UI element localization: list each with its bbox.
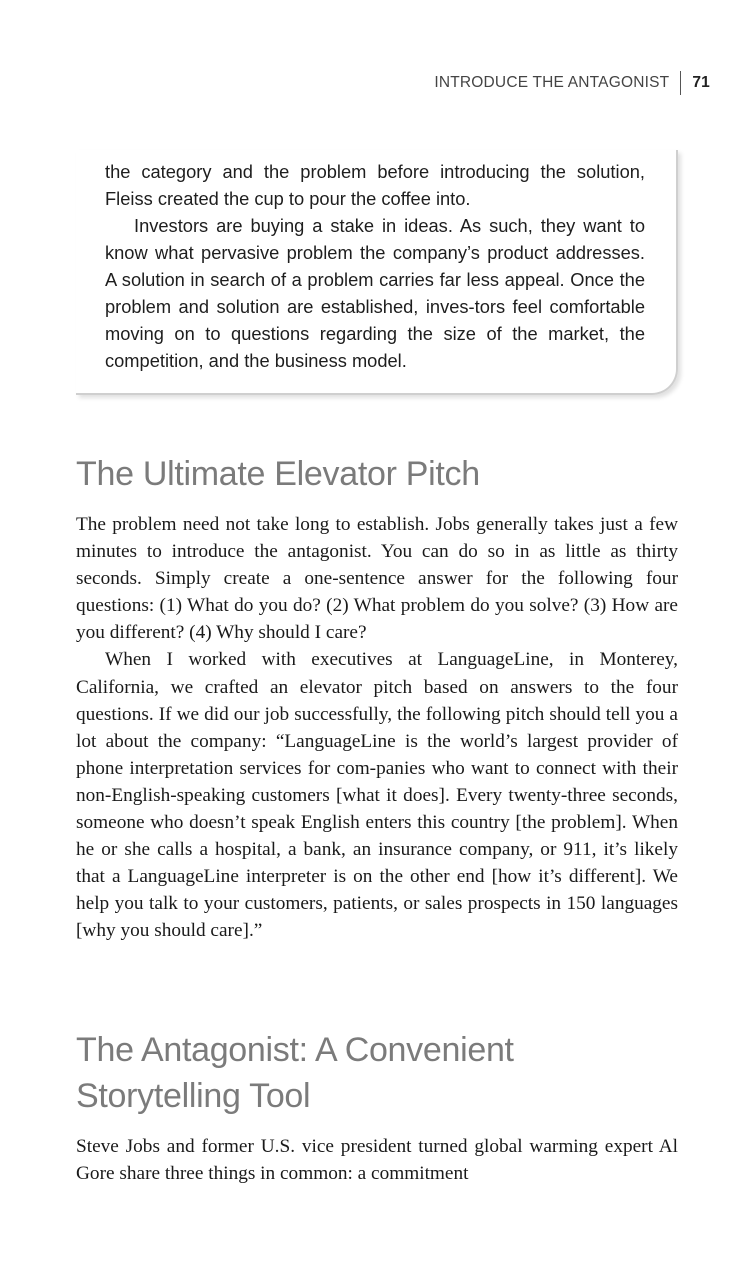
body-paragraph: When I worked with executives at LanguageLine, in Monterey, California, we crafted an elevator pitch based on answers to the four questions. If we did our job successfully, the following pitch should tell you a lot about the company: “LanguageLine is the world’s largest provider of phone interpretation services for com-panies who want to connect with their non-English-speaking customers [what it does]. Every twenty-three seconds, someone who doesn’t speak English enters this country [the problem]. When he or she calls a hospital, a bank, an insurance company, or 911, it’s likely that a LanguageLine interpreter is on the other end [how it’s different]. We help you talk to your customers, patients, or sales prospects in 150 languages [why you should care].”	[76, 649, 678, 942]
page-number: 71	[692, 74, 710, 91]
body-paragraph: The problem need not take long to establish. Jobs generally takes just a few minutes to introduce the antagonist. You can do so in as little as thirty seconds. Simply create a one-sentence answer for the following four questions: (1) What do you do? (2) What problem do you solve? (3) How are you different? (4) Why should I care?	[76, 514, 678, 644]
running-head-chapter-title: INTRODUCE THE ANTAGONIST	[434, 71, 681, 95]
section-body-antagonist	[76, 1133, 678, 1187]
section-heading-ultimate-elevator-pitch: The Ultimate Elevator Pitch	[76, 455, 480, 493]
section-body-elevator-pitch	[76, 511, 678, 945]
section-heading-antagonist-storytelling-tool: The Antagonist: A Convenient Storytelling Tool	[76, 1031, 514, 1115]
sidebar-paragraph: the category and the problem before introducing the solution, Fleiss created the cup to pour the coffee into.	[105, 161, 645, 209]
sidebar-paragraph: Investors are buying a stake in ideas. As such, they want to know what pervasive problem the company’s product addresses. A solution in search of a problem carries far less appeal. Once the problem and solution are established, inves-tors feel comfortable moving on to questions regarding the size of the market, the competition, and the business model.	[105, 215, 645, 371]
sidebar-text	[105, 158, 645, 374]
running-head	[434, 70, 710, 96]
body-paragraph: Steve Jobs and former U.S. vice president turned global warming expert Al Gore share three things in common: a commitment	[76, 1136, 678, 1185]
